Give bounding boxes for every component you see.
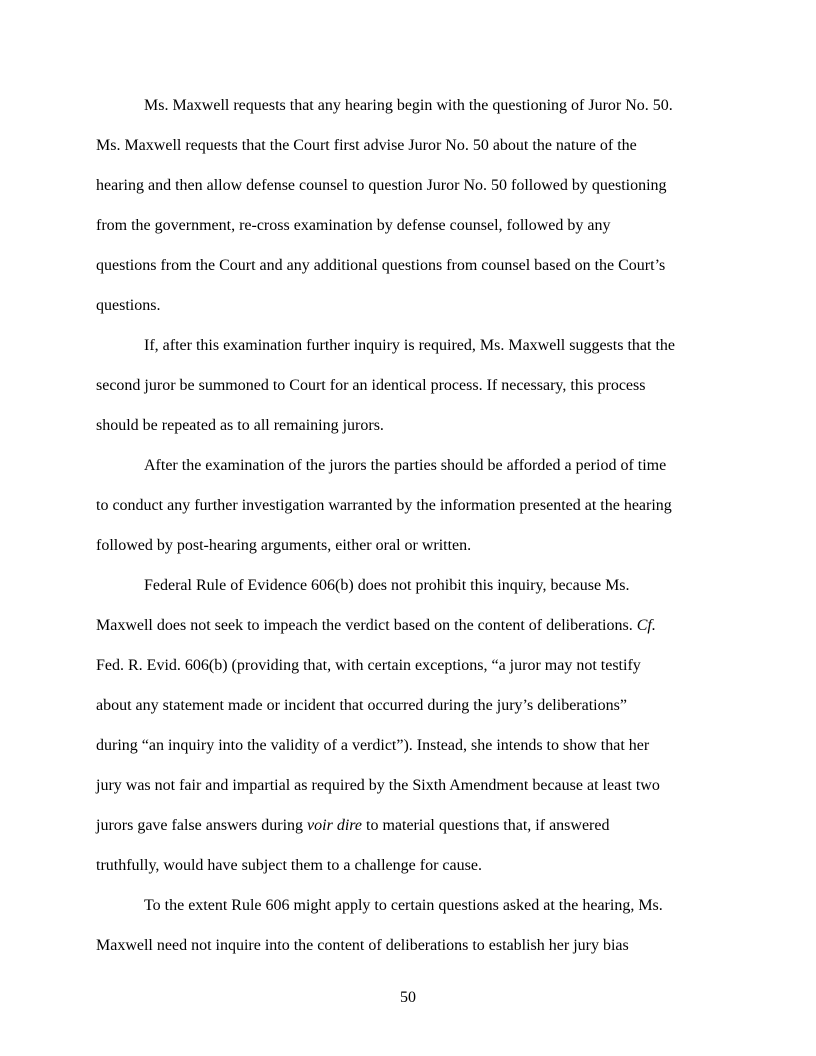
text-line: Fed. R. Evid. 606(b) (providing that, with certain exceptions, “a juror may not testify [96, 657, 641, 674]
text-line [96, 816, 609, 836]
text-line: from the government, re-cross examination by defense counsel, followed by any [96, 217, 611, 234]
text-line: questions. [96, 297, 161, 314]
text-line: hearing and then allow defense counsel to question Juror No. 50 followed by questioning [96, 177, 667, 194]
italic-term: voir dire [307, 817, 362, 834]
text-line: Maxwell need not inquire into the content of deliberations to establish her jury bias [96, 937, 629, 954]
text-line: to conduct any further investigation warranted by the information presented at the hearing [96, 497, 672, 514]
text-line: Federal Rule of Evidence 606(b) does not prohibit this inquiry, because Ms. [144, 577, 630, 594]
italic-citation-signal: Cf. [636, 617, 656, 634]
text-line: should be repeated as to all remaining jurors. [96, 417, 384, 434]
text-line: Ms. Maxwell requests that the Court first advise Juror No. 50 about the nature of the [96, 137, 637, 154]
text-line: during “an inquiry into the validity of a verdict”). Instead, she intends to show that her [96, 737, 650, 754]
text-line: about any statement made or incident that occurred during the jury’s deliberations” [96, 697, 627, 714]
page-number: 50 [400, 989, 416, 1006]
text-line: After the examination of the jurors the parties should be afforded a period of time [144, 457, 667, 474]
text-line: If, after this examination further inquiry is required, Ms. Maxwell suggests that the [144, 337, 675, 354]
text-segment: Maxwell does not seek to impeach the verdict based on the content of deliberations. [96, 617, 637, 634]
text-line: Ms. Maxwell requests that any hearing begin with the questioning of Juror No. 50. [144, 97, 673, 114]
text-line: questions from the Court and any additional questions from counsel based on the Court’s [96, 257, 666, 274]
text-line: followed by post-hearing arguments, either oral or written. [96, 537, 472, 554]
text-segment: to material questions that, if answered [362, 817, 610, 834]
text-line: jury was not fair and impartial as required by the Sixth Amendment because at least two [96, 777, 660, 794]
text-segment: jurors gave false answers during [96, 817, 308, 834]
text-line: second juror be summoned to Court for an identical process. If necessary, this process [96, 377, 646, 394]
text-line: truthfully, would have subject them to a challenge for cause. [96, 857, 482, 874]
text-line: To the extent Rule 606 might apply to certain questions asked at the hearing, Ms. [144, 897, 663, 914]
text-line [96, 616, 656, 636]
